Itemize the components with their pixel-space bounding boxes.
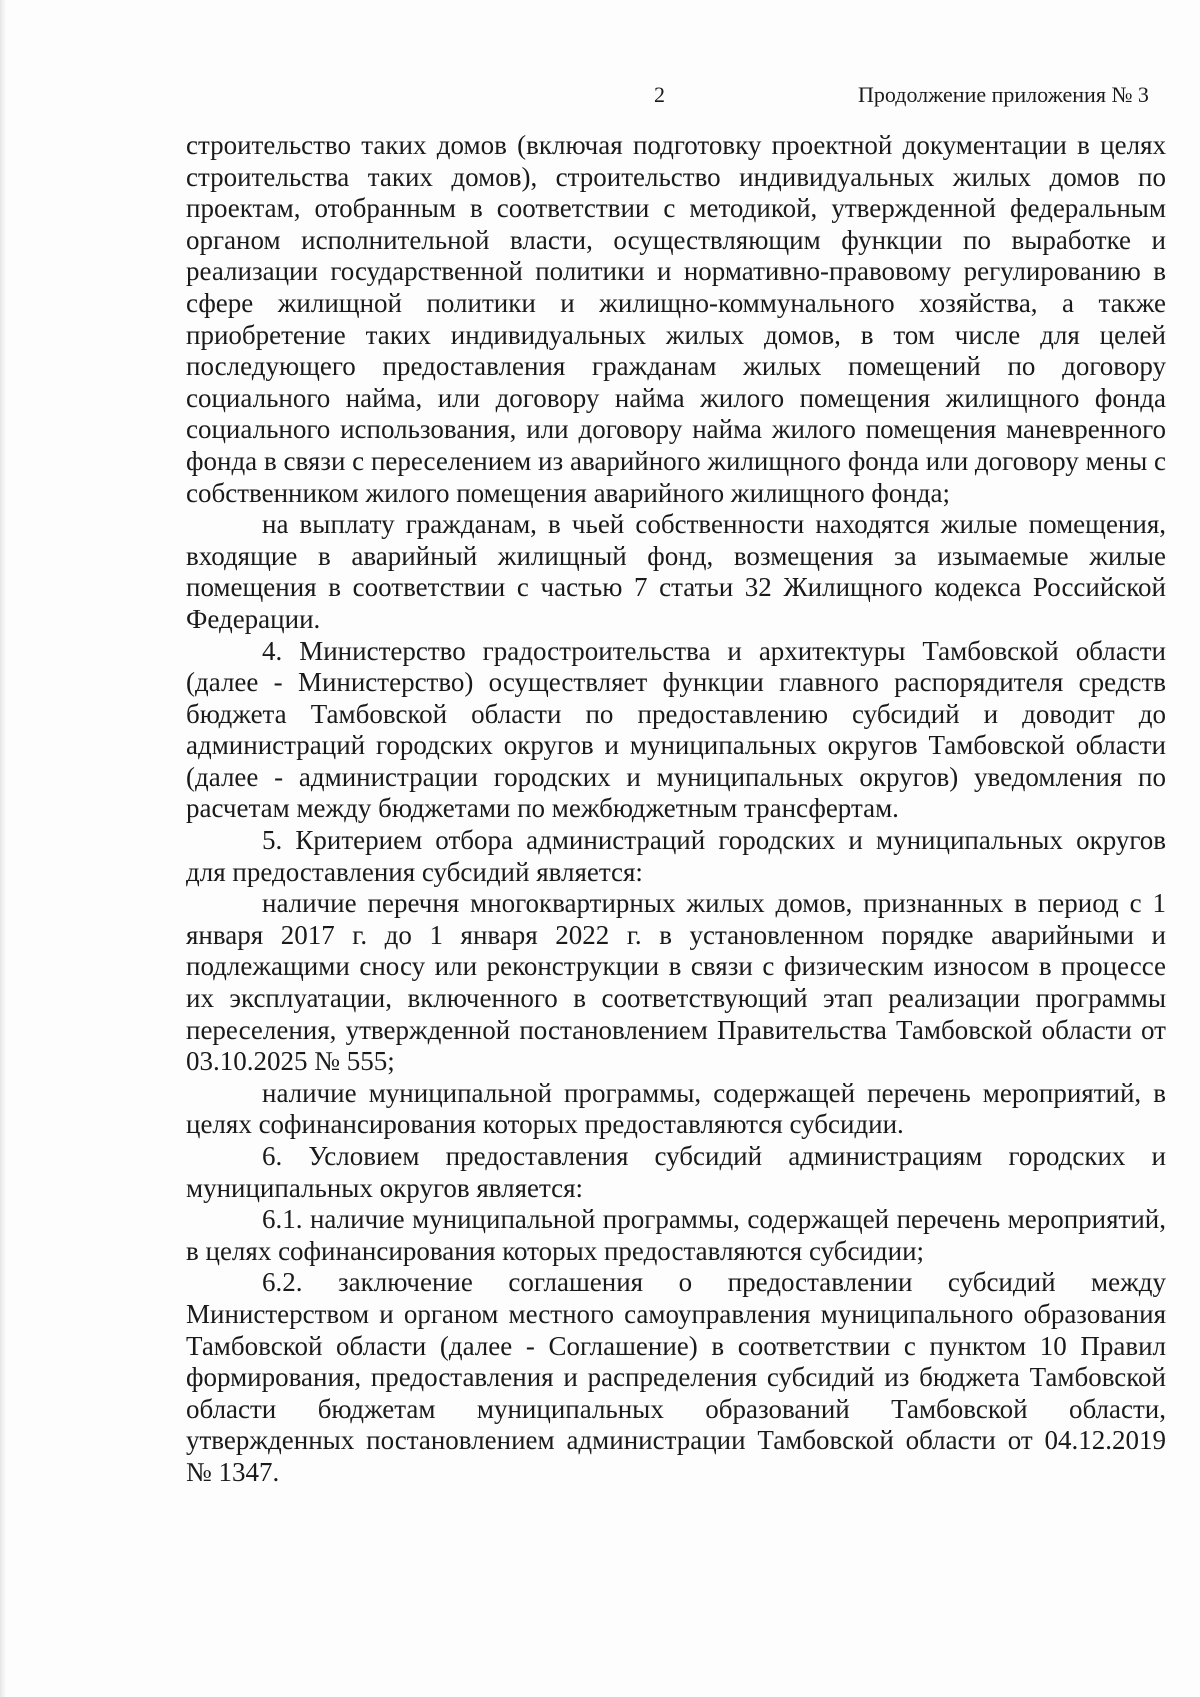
paragraph-item-5: 5. Критерием отбора администраций городских и муниципальных округов для предоставления субсидий является:: [186, 825, 1166, 887]
paragraph-continuation: строительство таких домов (включая подготовку проектной документации в целях строительства таких домов), строительство индивидуальных жилых домов по проектам, отобранным в соответствии с методикой, утвержденной федеральным органом исполнительной власти, осуществляющим функции по выработке и реализации государственной политики и нормативно-правовому регулированию в сфере жилищной политики и жилищно-коммунального хозяйства, а также приобретение таких индивидуальных жилых домов, в том числе для целей последующего предоставления гражданам жилых помещений по договору социального найма, или договору найма жилого помещения жилищного фонда социального использования, или договору найма жилого помещения маневренного фонда в связи с переселением из аварийного жилищного фонда или договору мены с собственником жилого помещения аварийного жилищного фонда;: [186, 130, 1166, 508]
running-head: Продолжение приложения № 3: [858, 82, 1149, 107]
paragraph-criterion-program: наличие муниципальной программы, содержащей перечень мероприятий, в целях софинансирования которых предоставляются субсидии.: [186, 1077, 1166, 1140]
paragraph-item-6-2: 6.2. заключение соглашения о предоставлении субсидий между Министерством и органом местного самоуправления муниципального образования Тамбовской области (далее - Соглашение) в соответствии с пунктом 10 Правил формирования, предоставления и распределения субсидий из бюджета Тамбовской области бюджетам муниципальных образований Тамбовской области, утвержденных постановлением администрации Тамбовской области от 04.12.2019 № 1347.: [186, 1267, 1166, 1487]
paragraph-payment: на выплату гражданам, в чьей собственности находятся жилые помещения, входящие в аварийный жилищный фонд, возмещения за изымаемые жилые помещения в соответствии с частью 7 статьи 32 Жилищного кодекса Российской Федерации.: [186, 509, 1166, 634]
paragraph-item-4: 4. Министерство градостроительства и архитектуры Тамбовской области (далее - Министерство) осуществляет функции главного распорядителя средств бюджета Тамбовской области по предоставлению субсидий и доводит до администраций городских округов и муниципальных округов Тамбовской области (далее - администрации городских и муниципальных округов) уведомления по расчетам между бюджетами по межбюджетным трансфертам.: [186, 635, 1166, 824]
document-body: [186, 130, 1166, 1489]
scan-edge-shadow: [0, 0, 6, 1697]
paragraph-criterion-list: наличие перечня многоквартирных жилых домов, признанных в период с 1 января 2017 г. до 1 января 2022 г. в установленном порядке аварийными и подлежащими сносу или реконструкции в связи с физическим износом в процессе их эксплуатации, включенного в соответствующий этап реализации программы переселения, утвержденной постановлением Правительства Тамбовской области от 03.10.2025 № 555;: [186, 888, 1166, 1077]
paragraph-item-6: 6. Условием предоставления субсидий администрациям городских и муниципальных округов является:: [186, 1141, 1166, 1203]
page-number: 2: [654, 82, 665, 107]
paragraph-item-6-1: 6.1. наличие муниципальной программы, содержащей перечень мероприятий, в целях софинансирования которых предоставляются субсидии;: [186, 1204, 1166, 1266]
